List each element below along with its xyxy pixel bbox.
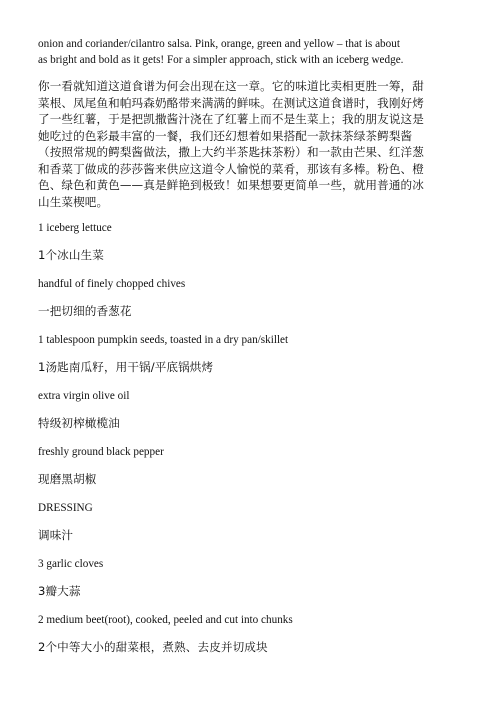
intro-chinese-line: （按照常规的鳄梨酱做法，撒上大约半茶匙抹茶粉）和一款由芒果、红洋葱 xyxy=(38,145,424,159)
ingredient-english: freshly ground black pepper xyxy=(38,446,164,458)
intro-chinese-line: 她吃过的色彩最丰富的一餐，我们还幻想着如果搭配一款抹茶绿茶鳄梨酱 xyxy=(38,128,413,143)
ingredient-english: 3 garlic cloves xyxy=(38,558,104,570)
intro-chinese-line: 色、绿色和黄色——真是鲜艳到极致！如果想要更简单一些，就用普通的冰 xyxy=(38,178,424,192)
ingredient-chinese: 一把切细的香葱花 xyxy=(38,304,132,318)
ingredient-english: 1 iceberg lettuce xyxy=(38,222,112,234)
intro-english-line: as bright and bold as it gets! For a simpler approach, stick with an iceberg wedge. xyxy=(38,54,404,66)
ingredient-english: extra virgin olive oil xyxy=(38,390,130,402)
intro-chinese-paragraph xyxy=(38,78,474,210)
ingredient-chinese: 2个中等大小的甜菜根，煮熟、去皮并切成块 xyxy=(38,640,268,654)
intro-chinese-line: 了一些红薯，于是把凯撒酱汁浇在了红薯上而不是生菜上；我的朋友说这是 xyxy=(38,112,424,126)
intro-chinese-line: 和香菜丁做成的莎莎酱来供应这道令人愉悦的菜肴，那该有多棒。粉色、橙 xyxy=(38,161,424,176)
ingredient-chinese: 特级初榨橄榄油 xyxy=(38,416,120,430)
ingredient-chinese: 1汤匙南瓜籽，用干锅/平底锅烘烤 xyxy=(38,360,214,374)
section-heading-english: DRESSING xyxy=(38,502,93,514)
ingredient-english: handful of finely chopped chives xyxy=(38,278,186,290)
ingredient-english: 2 medium beet(root), cooked, peeled and cut into chunks xyxy=(38,614,293,626)
ingredient-english: 1 tablespoon pumpkin seeds, toasted in a dry pan/skillet xyxy=(38,334,289,346)
intro-english-line: onion and coriander/cilantro salsa. Pink, orange, green and yellow – that is about xyxy=(38,38,400,50)
ingredient-chinese: 现磨黑胡椒 xyxy=(38,472,97,486)
intro-english-paragraph xyxy=(38,36,468,68)
intro-chinese-line: 你一看就知道这道食谱为何会出现在这一章。它的味道比卖相更胜一筹，甜 xyxy=(38,79,424,93)
intro-chinese-line: 菜根、凤尾鱼和帕玛森奶酪带来满满的鲜味。在测试这道食谱时，我刚好烤 xyxy=(38,95,424,110)
section-heading-chinese: 调味汁 xyxy=(38,528,74,542)
ingredient-chinese: 1个冰山生菜 xyxy=(38,248,104,262)
intro-chinese-line: 山生菜楔吧。 xyxy=(38,194,109,209)
ingredient-chinese: 3瓣大蒜 xyxy=(38,584,81,598)
